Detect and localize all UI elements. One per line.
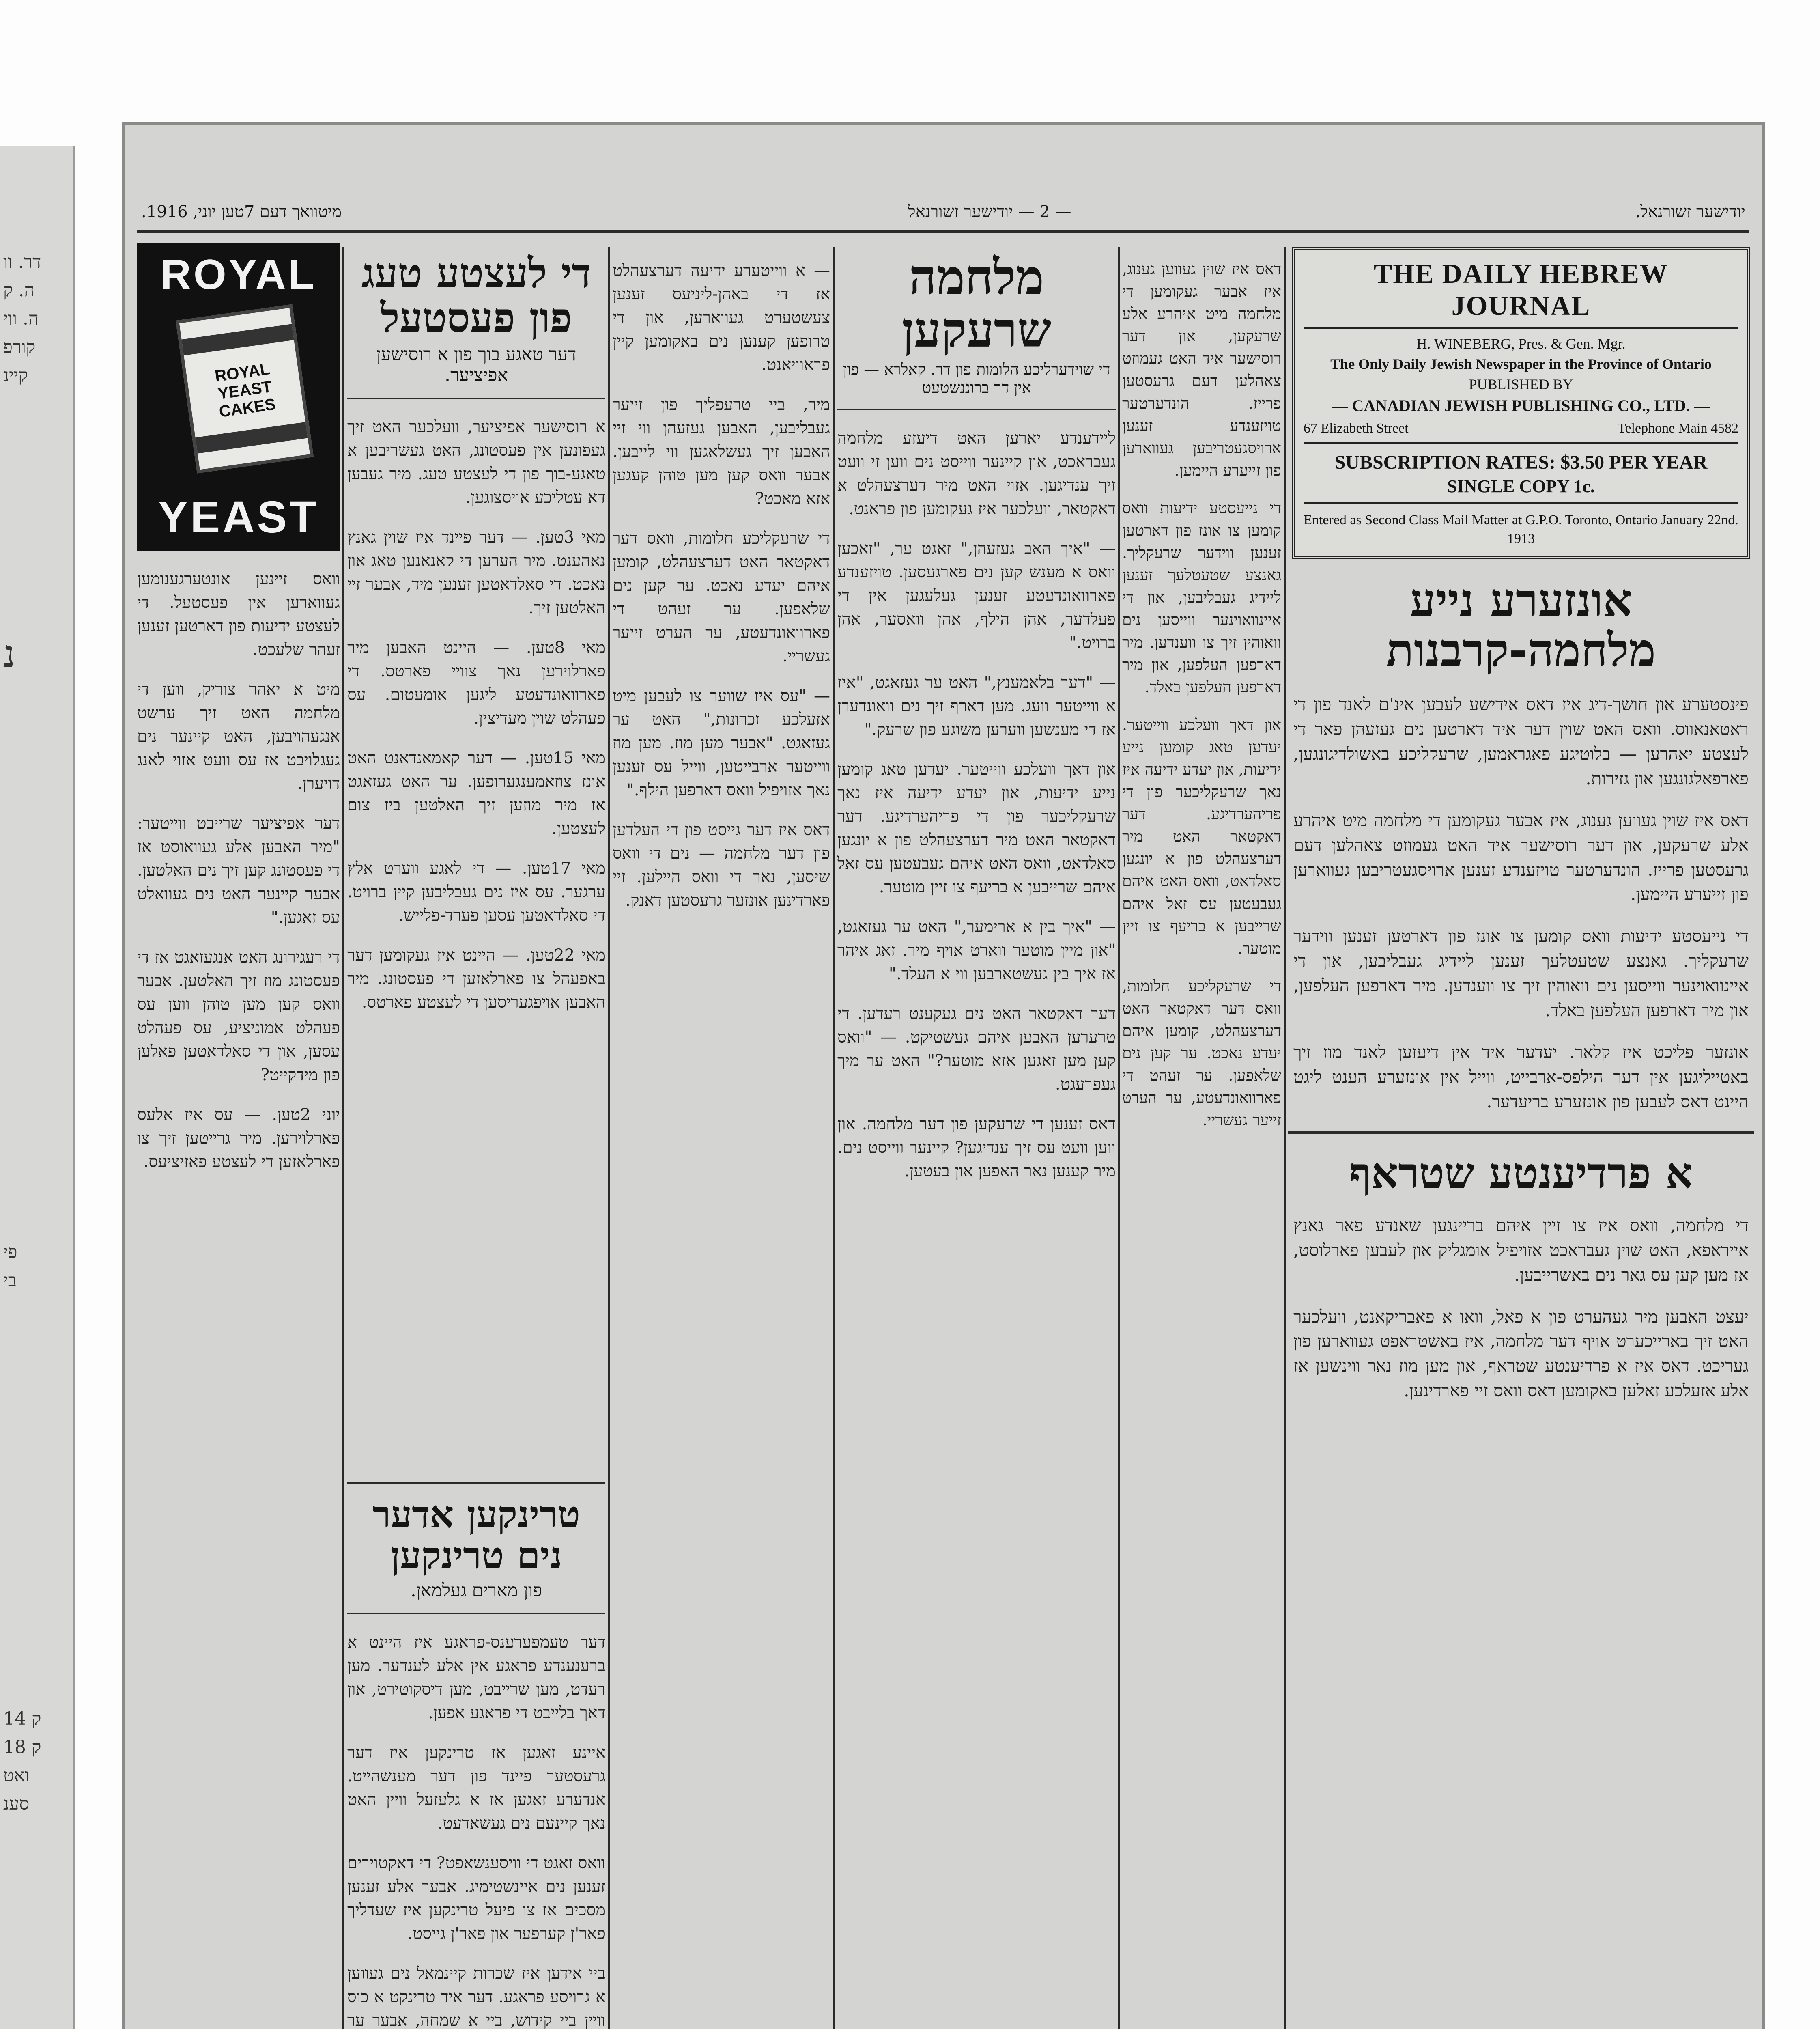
can-band (182, 324, 294, 355)
column-continuation (613, 243, 830, 2029)
paragraph: דאס איז שוין געווען גענוג, איז אבער געקומען די מלחמה מיט איהרע אלע שרעקען, און דער רוסישער איד האט געמוזט צאהלען דעם גרעסטען פרייז. הונדערטער טויזענדע זענען ארויסגעטריבען געווארען פון זייערע היימען. (1122, 260, 1281, 479)
divider (347, 1613, 605, 1614)
headline-drink: טרינקען אדער נים טרינקען (372, 1493, 581, 1578)
neighbor-fragment: ה. ק (3, 280, 34, 301)
masthead-address-row (1304, 418, 1738, 444)
masthead-published-by: PUBLISHED BY (1469, 376, 1573, 392)
masthead-president: H. WINEBERG, Pres. & Gen. Mgr. (1416, 336, 1626, 352)
paragraph: ביי אידען איז שכרות קיינמאל נים געווען א גרויסע פראגע. דער איד טרינקט א כוס וויין ביי קידוש, ביי א שמחה, אבער ער (347, 1964, 605, 2029)
paragraph: מאי 17טען. — די לאגע ווערט אלץ ערגער. עס איז נים געבליבען קיין ברויט. די סאלדאטען עסען פערד-פלייש. (347, 859, 605, 925)
paragraph: — "עס איז שווער צו לעבען מיט אזעלכע זכרונות," האט ער געזאגט. "אבער מען מוז. מען מוז ווייטער ארבייטען, ווייל עס זענען נאך אזויפיל וואס דארפען הילף." (613, 687, 830, 799)
article-body (1288, 692, 1754, 1114)
neighbor-fragment: 14 ק (3, 1708, 41, 1729)
article-body (137, 567, 340, 1174)
neighbor-fragment: קיינ (3, 365, 28, 386)
paragraph: מיר, ביי טרעפליך פון זייער געבליבען, האבען געזעהן ווי זיי האבען זיך געשלאגען ווי לייבען. אבער וואס קען מען טוהן קעגען אזא מאכט? (613, 395, 830, 508)
masthead-tagline: The Only Daily Jewish Newspaper in the Province of Ontario (1330, 356, 1712, 372)
page-header (137, 198, 1749, 233)
masthead-title: THE DAILY HEBREW JOURNAL (1304, 258, 1738, 329)
neighbor-fragment: ה. ווי (3, 308, 39, 329)
newspaper-page (122, 122, 1765, 2029)
ad-royal-text: ROYAL (160, 251, 317, 298)
byline-last-days: דער טאגע בוך פון א רוסישען אפיציער. (376, 344, 577, 386)
column-rule (608, 247, 610, 2029)
paragraph: — א ווייטערע ידיעה דערצעהלט אז די באהן-ליניעס זענען צעשטערט געווארען, און די טרופען קענען נים באקומען קיין פראוויאנט. (613, 261, 830, 374)
article-body (347, 1631, 605, 2029)
paragraph: מאי 3טען. — דער פיינד איז שוין גאנץ נאהענט. מיר הערען די קאנאנען טאג און נאכט. די סאלדאטען זענען מיד, אבער זיי האלטען זיך. (347, 528, 605, 617)
column-ad (137, 243, 340, 2029)
column-last-days (347, 243, 605, 1480)
header-paper-name: יודישער זשורנאל. (1635, 202, 1745, 221)
byline-drink: פון מארים געלמאן. (410, 1580, 542, 1601)
neighbor-fragment: פי (3, 1242, 17, 1262)
neighbor-fragment: קורפ (3, 337, 36, 358)
paragraph: דאס זענען די שרעקען פון דער מלחמה. און ווען וועט עס זיך ענדיגען? קיינער ווייסט נים. מיר קענען נאר האפען און בעטען. (837, 1114, 1116, 1180)
paragraph: יעצט האבען מיר געהערט פון א פאל, וואו א פאבריקאנט, וועלכער האט זיך בארייכערט אויף דער מלחמה, איז באשטראפט געווארען פון געריכט. דאס איז א פרדיענטע שטראף, און מען מוז נאר ווינשען אז אלע אזעלכע זאלען באקומען דאס וואס זיי פארדינען. (1293, 1306, 1749, 1401)
headline-war-news: מלחמה שרעקען (901, 249, 1052, 358)
neighbor-fragment: בי (3, 1270, 17, 1291)
paragraph: דער דאקטאר האט נים געקענט רעדען. די טרערען האבען איהם געשטיקט. — "וואס קען מען זאגען אזא מוטער?" האט ער מיך געפרעגט. (837, 1004, 1116, 1094)
paragraph: די שרעקליכע חלומות, וואס דער דאקטאר האט דערצעהלט, קומען איהם יעדע נאכט. ער קען נים שלאפען. ער זעהט די פארוואונדעטע, ער הערט זייער געשריי. (613, 529, 830, 666)
header-date: מיטוואך דעם 7טען יוני, 1916. (141, 202, 342, 221)
paragraph: די נייעסטע ידיעות וואס קומען צו אונז פון דארטען זענען ווידער שרעקליך. גאנצע שטעטלעך זענען ליידיג געבליבען, און די איינוואוינער ווייסען נים וואוהין זיך צו ווענדען. מיר דארפען העלפען, און מיר דארפען העלפען באלד. (1122, 499, 1281, 696)
neighbor-fragment: דר. וו (3, 252, 41, 272)
paragraph: מאי 8טען. — היינט האבען מיר פארלוירען נאך צוויי פארטס. די פארוואונדעטע ליגען אומעטום. עס פעהלט שוין מעדיצין. (347, 638, 605, 728)
column-war-news (837, 243, 1116, 2029)
paragraph: דאס איז דער גייסט פון די העלדען פון דער מלחמה — נים די וואס שיסען, נאר די וואס היילען. זיי פארדינען אונזער גרעסטען דאנק. (613, 821, 830, 910)
article-body (347, 415, 605, 1014)
ad-can-label: ROYAL YEAST CAKES (213, 360, 277, 421)
paragraph: מאי 15טען. — דער קאמאנדאנט האט אונז צוזאמענגערופען. ער האט געזאגט אז מיר מוזען זיך האלטען ביז צום לעצטען. (347, 749, 605, 838)
paragraph: דער טעמפערענס-פראגע איז היינט א ברענענדע פראגע אין אלע לענדער. מען רעדט, מען שרייבט, מען דיסקוטירט, און דאך בלייבט די פראגע אפען. (347, 1633, 605, 1723)
headline-war-victims: אונזערע נייע מלחמה-קרבנות (1386, 573, 1656, 677)
paragraph: דער אפיציער שרייבט ווייטער: "מיר האבען אלע געוואוסט אז די פעסטונג קען זיך נים האלטען. אבער קיינער האט נים געוואלט עס זאגען." (137, 814, 340, 927)
column-editorial (1288, 243, 1754, 2029)
paragraph: דאס איז שוין געווען גענוג, איז אבער געקומען די מלחמה מיט איהרע אלע שרעקען, און דער רוסישער איד האט געמוזט צאהלען דעם גרעסטען פרייז. הונדערטער טויזענדע זענען ארויסגעטריבען געווארען פון זייערע היימען. (1293, 810, 1749, 905)
paragraph: די רעגירונג האט אנגעזאגט אז די פעסטונג מוז זיך האלטען. אבער וואס קען מען טוהן ווען עס פעהלט אמוניציע, עס פעהלט עסען, און די סאלדאטען פאלען פון מידקייט? (137, 948, 340, 1084)
column-rule (833, 247, 835, 2029)
paragraph: די נייעסטע ידיעות וואס קומען צו אונז פון דארטען זענען ווידער שרעקליך. גאנצע שטעטלעך זענען ליידיג געבליבען, און די איינוואוינער ווייסען נים וואוהין זיך צו ווענדען. מיר דארפען העלפען, און מיר דארפען העלפען באלד. (1293, 926, 1749, 1020)
paragraph: מיט א יאהר צוריק, ווען די מלחמה האט זיך ערשט אנגעהויבען, האט קיינער נים געגלויבט אז עס וועט אזוי לאנג דויערן. (137, 680, 340, 793)
article-body (837, 426, 1116, 1183)
paragraph: — "איך האב געזעהן," זאגט ער, "זאכען וואס א מענש קען נים פארגעסען. טויזענדע פארוואונדעטע זענען געלעגען אין די פעלדער, אהן הילף, אהן וואסער, אהן ברויט." (837, 539, 1116, 652)
column-rule (342, 247, 344, 2029)
headline-penalty: א פרדיענטע שטראף (1349, 1148, 1693, 1198)
neighbor-fragment: סענ (3, 1794, 30, 1814)
column-rule (1284, 247, 1286, 2029)
masthead-box (1292, 247, 1750, 559)
paragraph: פינסטערע און חושך-דיג איז דאס אידישע לעבען אינ'ם לאנד פון די ראטאנאווס. וואס האט שוין דער איד דארטען נים געזעהן פאר די לעצטע יאהרען — בלוטיגע פאגראמען, שרעקליכע באשולדיגונגען, פארפאלגונגען און גזירות. (1293, 694, 1749, 788)
paragraph: און דאך וועלכע ווייטער. יעדען טאג קומען נייע ידיעות, און יעדע ידיעה איז נאך שרעקליכער פון די פריהערדיגע. דער דאקטאר האט מיר דערצעהלט פון א יונגען סאלדאט, וואס האט איהם געבעטען עס זאל איהם שרייבען א בריעף צו זיין מוטער. (1122, 715, 1281, 957)
divider (837, 409, 1116, 410)
divider (347, 398, 605, 399)
masthead-publisher: — CANADIAN JEWISH PUBLISHING CO., LTD. — (1332, 396, 1710, 415)
byline-war-news: די שוידערליכע הלומות פון דר. קאלרא — פון אין דר ברוננשטעט (843, 360, 1110, 396)
header-page-number: — 2 — יודישער זשורנאל (908, 202, 1071, 221)
paragraph: — "דער בלאמענץ," האט ער געזאגט, "איז א ווייטער וועג. מען דארף זיך נים וואונדערן אז די מענשען ווערען משוגע פון שרעק." (837, 673, 1116, 739)
divider (347, 1482, 605, 1484)
paragraph: וואס זיינען אונטערגענומען געווארען אין פעסטעל. די לעצטע ידיעות פון דארטען זענען זעהר שלעכט. (137, 570, 340, 659)
masthead-address: 67 Elizabeth Street (1304, 421, 1409, 436)
royal-yeast-ad[interactable] (137, 243, 340, 551)
paragraph: ליידענדע יארען האט דיעזע מלחמה געבראכט, און קיינער ווייסט נים ווען זי וועט זיך ענדיגען. אזוי האט מיר דערצעהלט א דאקטאר, וועלכער איז געקומען פון פראנט. (837, 429, 1116, 518)
column-drink (347, 1472, 605, 2029)
masthead-entry: Entered as Second Class Mail Matter at G.P.O. Toronto, Ontario January 22nd. 1913 (1304, 513, 1738, 546)
neighbor-fragment: 18 ק (3, 1737, 41, 1758)
can-band (196, 422, 308, 454)
paragraph: וואס זאגט די וויסענשאפט? די דאקטוירים זענען נים איינשטימיג. אבער אלע זענען מסכים אז צו פיעל טרינקען איז שעדליך פאר'ן קערפער און פאר'ן גייסט. (347, 1854, 605, 1943)
divider (1288, 1131, 1754, 1134)
masthead-telephone: Telephone Main 4582 (1618, 421, 1738, 436)
paragraph: יוני 2טען. — עס איז אלעס פארלוירען. מיר גרייטען זיך צו פארלאזען די לעצטע פאזיציעס. (137, 1105, 340, 1171)
paragraph: די מלחמה, וואס איז צו זיין איהם בריינגען שאנדע פאר גאנץ אייראפא, האט שוין געבראכט אזויפיל אומגליק און לעבען פארלוסט, אז מען קען עס גאר נים באשרייבען. (1293, 1215, 1749, 1285)
article-body (1122, 258, 1281, 1131)
masthead-single-copy: SINGLE COPY 1c. (1304, 476, 1738, 504)
paragraph: א רוסישער אפיציער, וועלכער האט זיך געפונען אין פעסטונג, האט געשריבען א טאגע-בוך פון די לעצטע טעג. מיר געבען דא עטליכע אויסצוגען. (347, 418, 605, 507)
paragraph: — "איך בין א ארימער," האט ער געזאגט, "און מיין מוטער ווארט אויף מיר. זאג איהר אז איך בין געשטארבען ווי א העלד." (837, 917, 1116, 983)
masthead-rates: SUBSCRIPTION RATES: $3.50 PER YEAR (1334, 452, 1708, 473)
neighbor-fragment: ואט (3, 1765, 30, 1786)
paragraph: די שרעקליכע חלומות, וואס דער דאקטאר האט דערצעהלט, קומען איהם יעדע נאכט. ער קען נים שלאפען. ער זעהט די פארוואונדעטע, ער הערט זייער געשריי. (1122, 977, 1281, 1129)
ad-yeast-text: YEAST (158, 492, 319, 542)
neighbor-fragment: נ (3, 633, 15, 676)
paragraph: און דאך וועלכע ווייטער. יעדען טאג קומען נייע ידיעות, און יעדע ידיעה איז נאך שרעקליכער פון די פריהערדיגע. דער דאקטאר האט מיר דערצעהלט פון א יונגען סאלדאט, וואס האט איהם געבעטען עס זאל איהם שרייבען א בריעף צו זיין מוטער. (837, 760, 1116, 896)
article-body (1288, 1213, 1754, 1403)
headline-last-days: די לעצטע טעג פון פעסטעל (361, 249, 592, 342)
neighbor-page-sliver (0, 146, 75, 2029)
paragraph: אונזער פליכט איז קלאר. יעדער איד אין דיעזען לאנד מוז זיך באטייליגען אין דער הילפס-ארבייט, ווייל אין אונזערע הענט ליגט היינט דאס לעבען פון אונזערע בריעדער. (1293, 1042, 1749, 1111)
yeast-can-icon (176, 304, 314, 474)
column-rule (1118, 247, 1120, 2029)
paragraph: מאי 22טען. — היינט איז געקומען דער באפעהל צו פארלאזען די פעסטונג. מיר האבען אויפגעריסען די לעצטע פארטס. (347, 946, 605, 1012)
column-narrow (1122, 243, 1281, 2029)
article-body (613, 259, 830, 912)
paragraph: איינע זאגען אז טרינקען איז דער גרעסטער פיינד פון דער מענשהייט. אנדערע זאגען אז א גלעזעל וויין האט נאך קיינעם נים געשאדעט. (347, 1743, 605, 1833)
